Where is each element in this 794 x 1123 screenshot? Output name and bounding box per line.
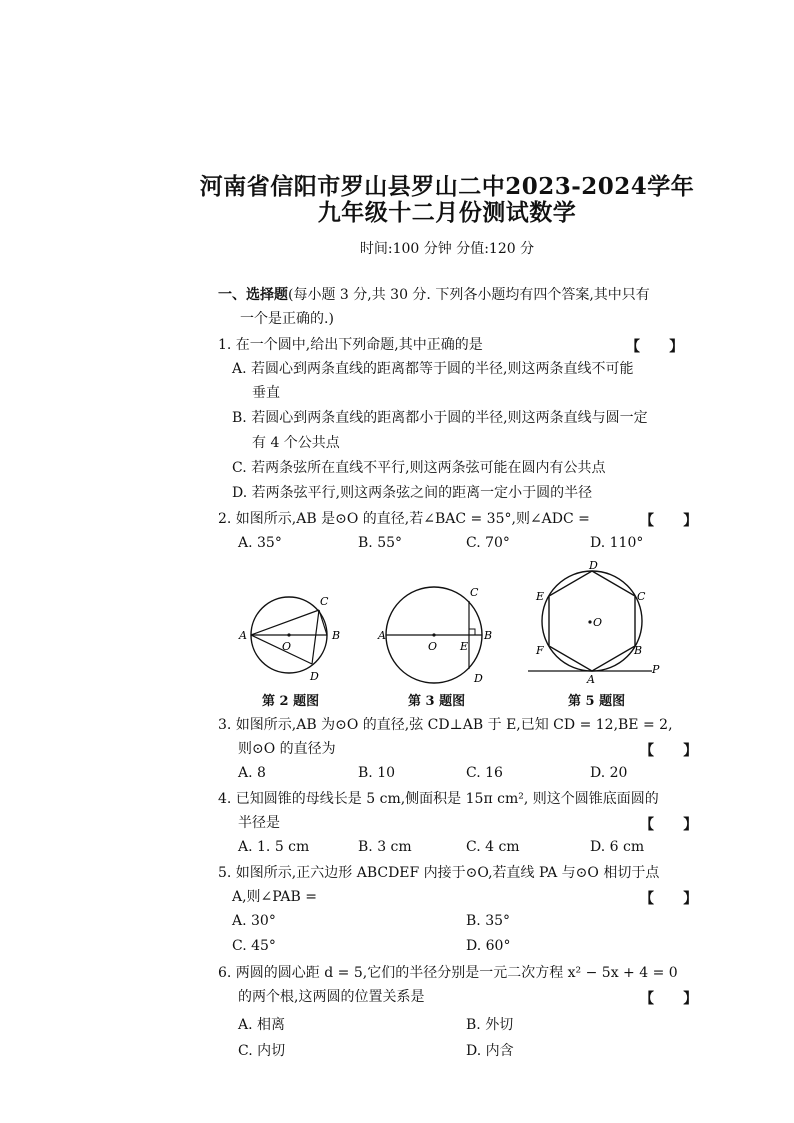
exam-title-line1: 河南省信阳市罗山县罗山二中2023-2024学年 (199, 173, 695, 200)
f3-center-dot (432, 633, 435, 636)
q1-stem: 1. 在一个圆中,给出下列命题,其中正确的是 (218, 337, 483, 353)
f3-label-e: E (460, 640, 469, 653)
q1-answer-bracket: 【 】 (626, 339, 684, 355)
q3-stem: 3. 如图所示,AB 为⊙O 的直径,弦 CD⊥AB 于 E,已知 CD = 12,BE = 2, (218, 717, 673, 733)
q4-answer-bracket: 【 】 (640, 817, 698, 833)
q3-stem-cont: 则⊙O 的直径为 (238, 741, 336, 757)
f2-chord-cb (319, 610, 327, 635)
q6-option-a: A. 相离 (238, 1017, 286, 1033)
f5-label-o: O (593, 616, 603, 629)
q2-option-d: D. 110° (590, 535, 644, 551)
q6-stem: 6. 两圆的圆心距 d = 5,它们的半径分别是一元二次方程 x² − 5x + 4 = 0 (218, 965, 678, 981)
f2-center-dot (287, 633, 290, 636)
f5-label-a: A (587, 673, 595, 685)
q2-stem: 2. 如图所示,AB 是⊙O 的直径,若∠BAC = 35°,则∠ADC = (218, 511, 590, 527)
section1-instr-line2: 一个是正确的.) (240, 311, 334, 327)
q6-stem-cont: 的两个根,这两圆的位置关系是 (238, 989, 425, 1005)
q5-stem-cont: A,则∠PAB = (232, 889, 318, 905)
q2-option-c: C. 70° (466, 535, 510, 551)
q5-option-d: D. 60° (466, 938, 511, 954)
f5-circle (542, 571, 642, 671)
q6-answer-bracket: 【 】 (640, 991, 698, 1007)
f5-label-c: C (637, 590, 646, 603)
q2-option-a: A. 35° (238, 535, 282, 551)
f5-center-dot (588, 620, 591, 623)
f3-label-c: C (470, 586, 479, 599)
q5-option-a: A. 30° (232, 913, 276, 929)
q6-option-b: B. 外切 (466, 1017, 514, 1033)
q5-option-b: B. 35° (466, 913, 511, 929)
section1-heading: 一、选择题 (218, 287, 288, 303)
q3-option-c: C. 16 (466, 765, 503, 781)
exam-title-line2: 九年级十二月份测试数学 (317, 199, 577, 226)
exam-meta: 时间:100 分钟 分值:120 分 (359, 241, 535, 257)
q5-answer-bracket: 【 】 (640, 891, 698, 907)
q5-option-c: C. 45° (232, 938, 276, 954)
f2-label-c: C (320, 595, 329, 608)
q4-option-c: C. 4 cm (466, 839, 520, 855)
f3-label-o: O (428, 640, 438, 653)
f2-chord-ac (251, 610, 319, 635)
f5-label-e: E (536, 590, 545, 603)
q3-option-b: B. 10 (358, 765, 396, 781)
q5-stem: 5. 如图所示,正六边形 ABCDEF 内接于⊙O,若直线 PA 与⊙O 相切于点 (218, 865, 660, 881)
section1-instructions (218, 286, 650, 304)
section1-instr-line1: (每小题 3 分,共 30 分. 下列各小题均有四个答案,其中只有 (288, 287, 650, 303)
q3-option-a: A. 8 (238, 765, 266, 781)
q4-stem: 4. 已知圆锥的母线长是 5 cm,侧面积是 15π cm², 则这个圆锥底面圆的 (218, 791, 659, 807)
f2-chord-cd (312, 610, 319, 664)
q6-option-c: C. 内切 (238, 1043, 286, 1059)
q6-option-d: D. 内含 (466, 1043, 514, 1059)
q4-option-a: A. 1. 5 cm (238, 839, 310, 855)
q1-option-b: B. 若圆心到两条直线的距离都小于圆的半径,则这两条直线与圆一定 (232, 410, 648, 426)
f5-label-b: B (634, 644, 643, 657)
q4-stem-cont: 半径是 (238, 815, 280, 831)
f5-label-p: P (652, 663, 660, 676)
figure-q2-caption: 第 2 题图 (262, 694, 320, 709)
f3-label-d: D (474, 672, 483, 685)
f3-right-angle-mark (469, 629, 475, 635)
q1-option-d: D. 若两条弦平行,则这两条弦之间的距离一定小于圆的半径 (232, 485, 593, 501)
q1-option-b-cont: 有 4 个公共点 (252, 435, 340, 451)
f5-hexagon (549, 571, 635, 671)
f2-label-o: O (282, 640, 292, 653)
figure-q3-caption: 第 3 题图 (408, 694, 466, 709)
q4-option-b: B. 3 cm (358, 839, 412, 855)
figure-q2 (234, 588, 354, 688)
f2-label-b: B (332, 629, 341, 642)
q2-option-b: B. 55° (358, 535, 403, 551)
f3-label-a: A (378, 629, 386, 642)
figure-q5-caption: 第 5 题图 (568, 694, 626, 709)
q1-option-c: C. 若两条弦所在直线不平行,则这两条弦可能在圆内有公共点 (232, 460, 606, 476)
q1-option-a-cont: 垂直 (252, 385, 280, 401)
q1-option-a: A. 若圆心到两条直线的距离都等于圆的半径,则这两条直线不可能 (232, 361, 634, 377)
f2-label-d: D (310, 670, 319, 683)
f5-label-d: D (589, 560, 598, 572)
q2-answer-bracket: 【 】 (640, 513, 698, 529)
figure-q3 (376, 584, 498, 688)
q4-option-d: D. 6 cm (590, 839, 645, 855)
q3-option-d: D. 20 (590, 765, 628, 781)
f5-label-f: F (536, 644, 544, 657)
f3-label-b: B (484, 629, 493, 642)
q3-answer-bracket: 【 】 (640, 743, 698, 759)
figure-q5 (524, 560, 664, 685)
f2-label-a: A (239, 629, 247, 642)
